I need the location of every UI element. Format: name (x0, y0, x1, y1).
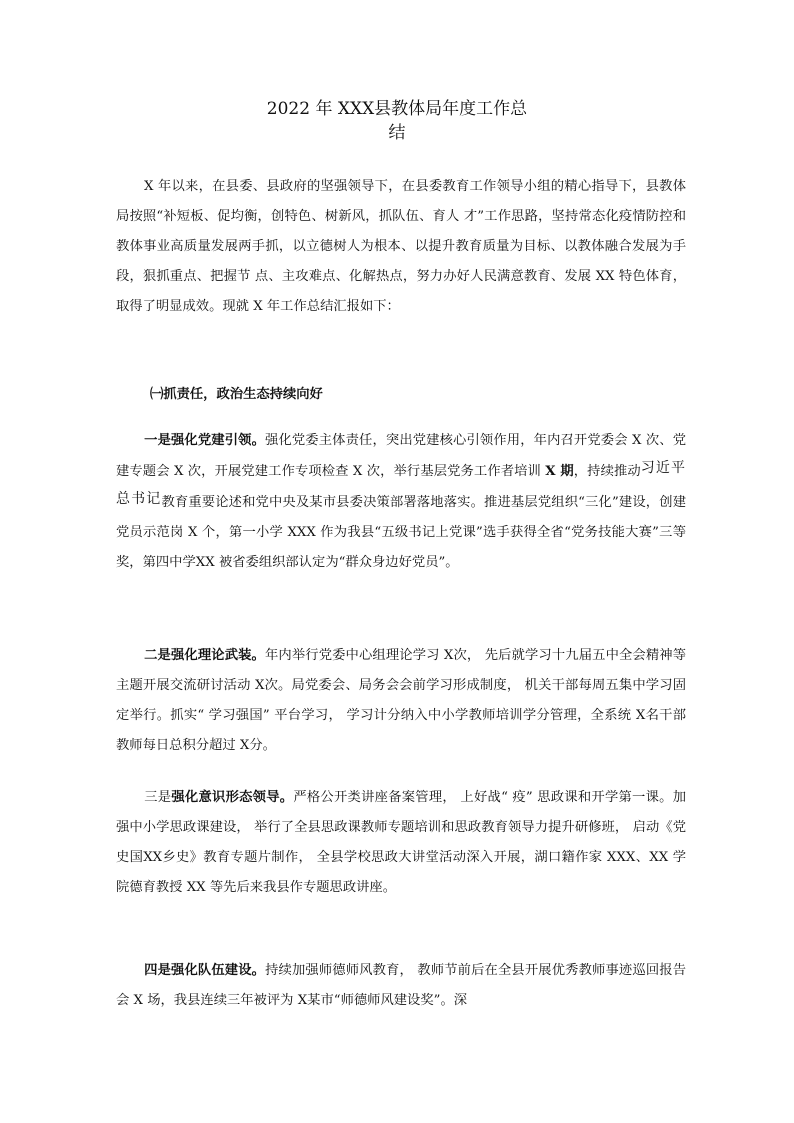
intro-text: X 年以来，在县委、县政府的坚强领导下，在县委教育工作领导小组的精心指导下，县教体局按照“补短板、促均衡，创特色、树新风，抓队伍、育人 才”工作思路，坚持常态化疫情防控和教体事业高质量发展两手抓，以立德树人为根本、以提升教育质量为目标、以教体融合发展为手段，狠抓重点、把握节 点、主攻难点、化解热点，努力办好人民满意教育、发展 XX 特色体育，取得了明显成效。现就 X 年工作总结汇报如下： (116, 179, 686, 314)
p4-lead: 四是强化队伍建设。 (144, 963, 266, 978)
p3-text: 严格公开类讲座备案管理， 上好战“ 疫” 思政课和开学第一课。加强中小学思政课建设， 举行了全县思政课教师专题培训和思政教育领导力提升研修班， 启动《党史国XX乡史》教育专题片制作， 全县学校思政大讲堂活动深入开展，湖口籍作家 XXX、XX 学院德育教授 XX 等先后来我县作专题思政讲座。 (116, 790, 687, 895)
title-line-1: 2022 年 XXX县教体局年度工作总 (266, 99, 528, 119)
title-line-2: 结 (388, 123, 406, 143)
paragraph-2 (116, 641, 686, 761)
p4-text: 持续加强师德师风教育， 教师节前后在全县开展优秀教师事迹巡回报告会 X 场，我县连续三年被评为 X某市“师德师风建设奖”。深 (116, 963, 686, 1008)
p2-lead: 二是强化理论武装。 (144, 648, 265, 663)
p1-text-a: 强化党委主体责任，突出党建核心引领作用，年内召开党委会 X 次、党建专题会 X 次，开展党建工作专项检查 X 次，举行基层党务工作者培训 (116, 433, 686, 479)
section-1-heading: ㈠抓责任，政治生态持续向好 (150, 387, 323, 402)
p2-text: 年内举行党委中心组理论学习 X次， 先后就学习十九届五中全会精神等主题开展交流研讨活动 X次。局党委会、局务会会前学习形成制度， 机关干部每周五集中学习固定举行。抓实“ 学习强国” 平台学习， 学习计分纳入中小学教师培训学分管理，全系统 X名干部教师每日总积分超过 X分。 (116, 648, 686, 753)
p3-prefix: 三是 (144, 790, 172, 805)
p3-lead: 强化意识形态领导。 (171, 790, 294, 805)
intro-paragraph (116, 172, 686, 322)
paragraph-4 (116, 956, 686, 1016)
p1-text-b: ，持续推动 (573, 464, 641, 479)
paragraph-3 (116, 783, 686, 903)
p1-lead: 一是强化党建引领。 (144, 433, 266, 448)
p1-handwritten: 习近平总书记 (116, 460, 687, 507)
document-title (0, 97, 794, 145)
p1-text-c: 教育重要论述和党中央及某市县委决策部署落地落实。推进基层党组织“三化”建设，创建党员示范岗 X 个，第一小学 XXX 作为我县“五级书记上党课”选手获得全省“党务技能大赛”三等奖，第四中学XX 被省委组织部认定为“群众身边好党员”。 (116, 495, 686, 570)
p1-bold: X 期 (545, 464, 574, 479)
paragraph-1 (116, 426, 686, 578)
